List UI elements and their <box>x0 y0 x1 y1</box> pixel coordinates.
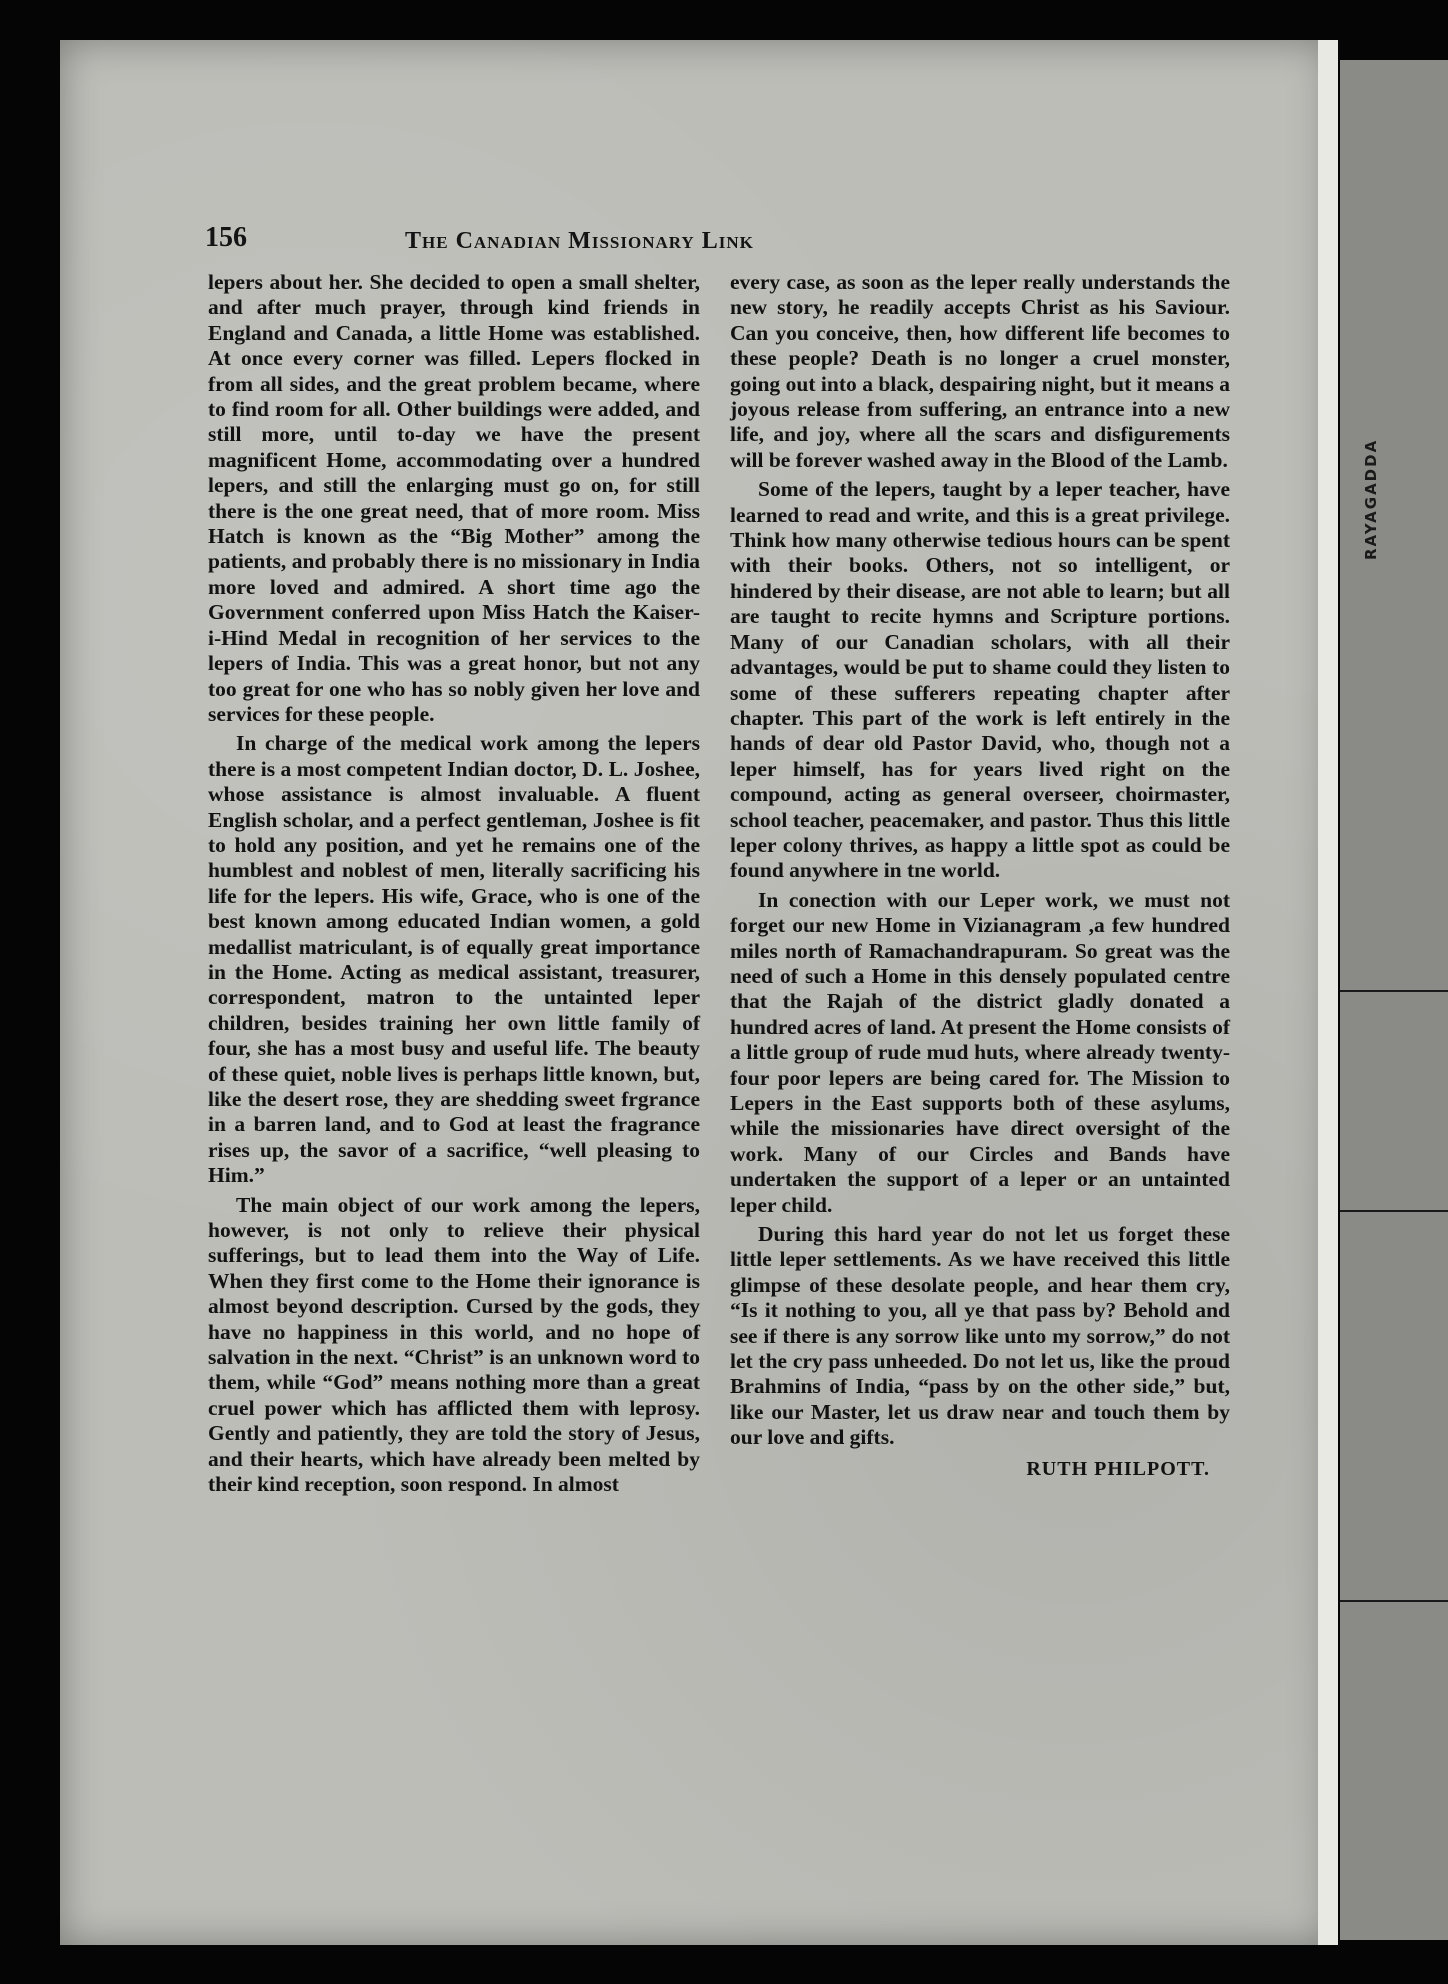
paragraph: every case, as soon as the leper really understands the new story, he readily accepts Christ as his Saviour. Can you conceive, then, how different life becomes to these people? Death is no longer a cruel monster, going out into a black, despairing night, but it means a joyous release from suffering, an entrance into a new life, and joy, where all the scars and disfigurements will be forever washed away in the Blood of the Lamb. <box>730 270 1230 472</box>
paragraph: In conection with our Leper work, we must not forget our new Home in Vizianagram ,a few hundred miles north of Ramachandrapuram. So great was the need of such a Home in this densely populated centre that the Rajah of the district gladly donated a hundred acres of land. At present the Home consists of a little group of rude mud huts, where already twenty-four poor lepers are being cared for. The Mission to Lepers in the East supports both of these asylums, while the missionaries have direct oversight of the work. Many of our Circles and Bands have undertaken the support of a leper or an untainted leper child. <box>730 887 1230 1217</box>
author-signature: RUTH PHILPOTT. <box>1026 1457 1210 1480</box>
right-column <box>730 270 1230 1482</box>
paragraph: Some of the lepers, taught by a leper teacher, have learned to read and write, and this is a great privilege. Think how many otherwise tedious hours can be spent with their books. Others, not so intelligent, or hindered by their disease, are not able to learn; but all are taught to recite hymns and Scripture portions. Many of our Canadian scholars, with all their advantages, would be put to shame could they listen to some of these sufferers repeating chapter after chapter. This part of the work is left entirely in the hands of dear old Pastor David, who, though not a leper himself, has for years lived right on the compound, acting as general overseer, choirmaster, school teacher, peacemaker, and pastor. Thus this little leper colony thrives, as happy a little spot as could be found anywhere in tne world. <box>730 477 1230 883</box>
running-title: The Canadian Missionary Link <box>405 228 754 254</box>
map-label: RAYAGADDA <box>1362 438 1380 560</box>
paragraph: The main object of our work among the lepers, however, is not only to relieve their physical sufferings, but to lead them into the Way of Life. When they first come to the Home their ignorance is almost beyond description. Cursed by the gods, they have no happiness in this world, and no hope of salvation in the next. “Christ” is an unknown word to them, while “God” means nothing more than a great cruel power which has afflicted them with leprosy. Gently and patiently, they are told the story of Jesus, and their hearts, which have already been melted by their kind reception, soon respond. In almost <box>208 1192 700 1497</box>
left-column <box>208 270 700 1498</box>
adjacent-map-strip <box>1340 60 1448 1940</box>
paragraph: In charge of the medical work among the lepers there is a most competent Indian doctor, D. L. Joshee, whose assistance is almost invaluable. A fluent English scholar, and a perfect gentleman, Joshee is fit to hold any position, and yet he remains one of the humblest and noblest of men, literally sacrificing his life for the lepers. His wife, Grace, who is one of the best known among educated Indian women, a gold medallist matriculant, is of equally great importance in the Home. Acting as medical assistant, treasurer, correspondent, matron to the untainted leper children, besides training her own little family of four, she has a most busy and useful life. The beauty of these quiet, noble lives is perhaps little known, but, like the desert rose, they are shedding sweet frgrance in a barren land, and to God at least the fragrance rises up, the savor of a sacrifice, “well pleasing to Him.” <box>208 731 700 1188</box>
page-header <box>205 222 1205 262</box>
page-number: 156 <box>205 222 247 253</box>
paragraph: During this hard year do not let us forget these little leper settlements. As we have received this little glimpse of these desolate people, and hear them cry, “Is it nothing to you, all ye that pass by? Behold and see if there is any sorrow like unto my sorrow,” do not let the cry pass unheeded. Do not let us, like the proud Brahmins of India, “pass by on the other side,” but, like our Master, let us draw near and touch them by our love and gifts. <box>730 1222 1230 1450</box>
map-line <box>1340 1210 1448 1212</box>
page-fold <box>1318 40 1338 1945</box>
map-line <box>1340 1600 1448 1602</box>
paragraph: lepers about her. She decided to open a small shelter, and after much prayer, through kind friends in England and Canada, a little Home was established. At once every corner was filled. Lepers flocked in from all sides, and the great problem became, where to find room for all. Other buildings were added, and still more, until to-day we have the present magnificent Home, accommodating over a hundred lepers, and still the enlarging must go on, for still there is the one great need, that of more room. Miss Hatch is known as the “Big Mother” among the patients, and probably there is no missionary in India more loved and admired. A short time ago the Government conferred upon Miss Hatch the Kaiser-i-Hind Medal in recognition of her services to the lepers of India. This was a great honor, but not any too great for one who has so nobly given her love and services for these people. <box>208 270 700 726</box>
map-line <box>1340 990 1448 992</box>
